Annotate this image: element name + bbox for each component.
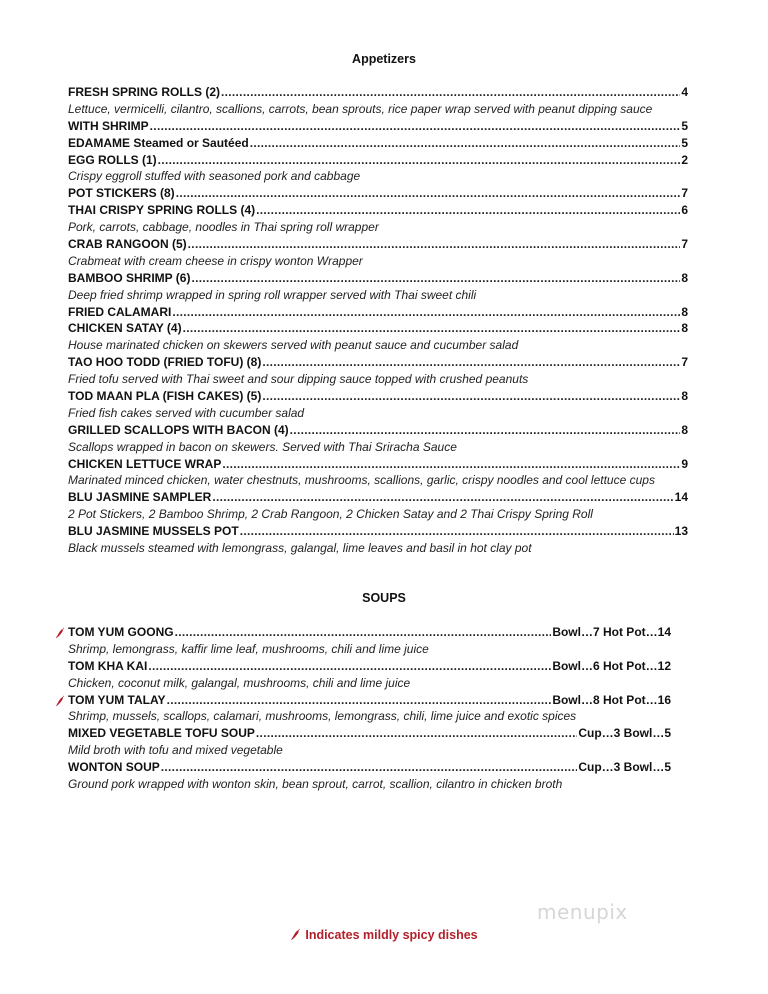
menu-item xyxy=(68,320,688,337)
menu-item-price: 9 xyxy=(681,456,688,471)
menu-item xyxy=(68,489,688,506)
menu-item-price: 13 xyxy=(674,524,688,539)
menu-item-description: Marinated minced chicken, water chestnuts, mushrooms, scallions, garlic, crispy noodles and cool lettuce cups xyxy=(68,473,655,488)
dot-leader xyxy=(256,725,577,742)
menu-item xyxy=(68,692,671,709)
appetizers-title: Appetizers xyxy=(352,52,416,66)
menu-item-name: EDAMAME Steamed or Sautéed xyxy=(68,135,249,150)
dot-leader xyxy=(188,236,681,253)
menu-item-description: Crispy eggroll stuffed with seasoned pork and cabbage xyxy=(68,169,361,184)
dot-leader xyxy=(161,759,578,776)
menu-item-price: Bowl…6 Hot Pot…12 xyxy=(552,658,671,673)
menu-item xyxy=(68,422,688,439)
menu-item xyxy=(68,270,688,287)
menu-item-price: 5 xyxy=(681,135,688,150)
menu-item-price: 2 xyxy=(681,152,688,167)
menu-item xyxy=(68,202,688,219)
dot-leader xyxy=(183,320,681,337)
menu-item-price: 6 xyxy=(681,203,688,218)
dot-leader xyxy=(262,388,680,405)
menu-item-description: Shrimp, lemongrass, kaffir lime leaf, mushrooms, chili and lime juice xyxy=(68,641,429,656)
dot-leader xyxy=(150,118,681,135)
dot-leader xyxy=(167,692,552,709)
menu-item-name: GRILLED SCALLOPS WITH BACON (4) xyxy=(68,422,289,437)
menu-item-name: POT STICKERS (8) xyxy=(68,186,175,201)
chili-pepper-icon xyxy=(55,627,65,639)
chili-pepper-icon xyxy=(55,695,65,707)
menu-item-description: Mild broth with tofu and mixed vegetable xyxy=(68,743,283,758)
menu-item-description: Scallops wrapped in bacon on skewers. Served with Thai Sriracha Sauce xyxy=(68,439,457,454)
menu-item xyxy=(68,84,688,101)
menu-item-name: EGG ROLLS (1) xyxy=(68,152,157,167)
menu-item-price: 5 xyxy=(681,118,688,133)
menu-item-price: 8 xyxy=(681,389,688,404)
menu-item-name: FRESH SPRING ROLLS (2) xyxy=(68,85,221,99)
menu-item-description: House marinated chicken on skewers served with peanut sauce and cucumber salad xyxy=(68,338,519,353)
menu-item-price: 8 xyxy=(681,304,688,319)
menu-item-name: CRAB RANGOON (5) xyxy=(68,237,187,252)
dot-leader xyxy=(256,202,680,219)
menu-item-name: MIXED VEGETABLE TOFU SOUP xyxy=(68,726,255,741)
dot-leader xyxy=(262,354,680,371)
menu-item-name: FRIED CALAMARI xyxy=(68,304,172,319)
menu-item xyxy=(68,354,688,371)
menu-item xyxy=(68,118,688,135)
menu-item-description: 2 Pot Stickers, 2 Bamboo Shrimp, 2 Crab Rangoon, 2 Chicken Satay and 2 Thai Crispy Spring Roll xyxy=(68,507,593,522)
menu-item xyxy=(68,152,688,169)
menu-item-description: Fried fish cakes served with cucumber salad xyxy=(68,405,305,420)
spicy-legend-text: Indicates mildly spicy dishes xyxy=(305,928,478,942)
menu-item xyxy=(68,456,688,473)
menu-item-price: 4 xyxy=(681,85,688,99)
menu-item-description: Deep fried shrimp wrapped in spring roll wrapper served with Thai sweet chili xyxy=(68,287,477,302)
menu-item xyxy=(68,523,688,540)
menu-item-description: Shrimp, mussels, scallops, calamari, mushrooms, lemongrass, chili, lime juice and exotic spices xyxy=(68,709,577,724)
menu-item-name: TOD MAAN PLA (FISH CAKES) (5) xyxy=(68,389,262,404)
menu-item-name: TAO HOO TODD (FRIED TOFU) (8) xyxy=(68,355,262,370)
dot-leader xyxy=(191,270,680,287)
menu-item-price: Cup…3 Bowl…5 xyxy=(578,760,671,775)
soups-title: SOUPS xyxy=(362,591,406,605)
menu-item-description: Lettuce, vermicelli, cilantro, scallions, carrots, bean sprouts, rice paper wrap served with peanut dipping sauce xyxy=(68,101,653,116)
menu-item-name: TOM YUM TALAY xyxy=(68,692,166,707)
menu-item-price: 7 xyxy=(681,186,688,201)
menu-item xyxy=(68,658,671,675)
menu-item xyxy=(68,185,688,202)
dot-leader xyxy=(148,658,551,675)
menu-item-price: 8 xyxy=(681,321,688,336)
menu-item-price: 7 xyxy=(681,237,688,252)
menu-item-name: THAI CRISPY SPRING ROLLS (4) xyxy=(68,203,256,218)
menu-item-price: Bowl…8 Hot Pot…16 xyxy=(552,692,671,707)
menu-item-name: TOM YUM GOONG xyxy=(68,625,174,639)
menu-item-name: BLU JASMINE MUSSELS POT xyxy=(68,524,239,539)
menu-item-description: Ground pork wrapped with wonton skin, bean sprout, carrot, scallion, cilantro in chicken broth xyxy=(68,777,563,792)
watermark-logo: menupix xyxy=(537,900,628,924)
menu-item-price: 7 xyxy=(681,355,688,370)
dot-leader xyxy=(222,456,680,473)
dot-leader xyxy=(176,185,681,202)
chili-pepper-icon xyxy=(290,928,301,941)
dot-leader xyxy=(240,523,674,540)
menu-item xyxy=(68,388,688,405)
menu-item-description: Pork, carrots, cabbage, noodles in Thai spring roll wrapper xyxy=(68,220,379,235)
menu-item xyxy=(68,135,688,152)
menu-item-description: Crabmeat with cream cheese in crispy wonton Wrapper xyxy=(68,253,363,268)
menu-item-price: 8 xyxy=(681,270,688,285)
menu-item-description: Chicken, coconut milk, galangal, mushrooms, chili and lime juice xyxy=(68,675,411,690)
dot-leader xyxy=(290,422,681,439)
menu-item xyxy=(68,624,671,641)
dot-leader xyxy=(221,84,680,101)
dot-leader xyxy=(250,135,681,152)
menu-item xyxy=(68,759,671,776)
menu-item xyxy=(68,236,688,253)
appetizers-list xyxy=(68,84,688,557)
dot-leader xyxy=(172,304,680,321)
dot-leader xyxy=(212,489,673,506)
menu-item-price: Cup…3 Bowl…5 xyxy=(578,726,671,741)
menu-item-name: BAMBOO SHRIMP (6) xyxy=(68,270,191,285)
menu-item-name: WITH SHRIMP xyxy=(68,118,149,133)
menu-item xyxy=(68,725,671,742)
menu-item-price: Bowl…7 Hot Pot…14 xyxy=(552,625,671,639)
dot-leader xyxy=(175,624,552,641)
menu-item-name: TOM KHA KAI xyxy=(68,658,148,673)
menu-item-name: WONTON SOUP xyxy=(68,760,160,775)
menu-item-price: 14 xyxy=(674,490,688,505)
menu-item-name: CHICKEN SATAY (4) xyxy=(68,321,182,336)
menu-item xyxy=(68,304,688,321)
dot-leader xyxy=(158,152,681,169)
menu-item-name: CHICKEN LETTUCE WRAP xyxy=(68,456,222,471)
soups-list xyxy=(68,624,688,793)
menu-item-price: 8 xyxy=(681,422,688,437)
menu-item-description: Fried tofu served with Thai sweet and sour dipping sauce topped with crushed peanuts xyxy=(68,372,529,387)
menu-item-name: BLU JASMINE SAMPLER xyxy=(68,490,212,505)
menu-item-description: Black mussels steamed with lemongrass, galangal, lime leaves and basil in hot clay pot xyxy=(68,541,532,556)
spicy-legend xyxy=(0,928,768,942)
